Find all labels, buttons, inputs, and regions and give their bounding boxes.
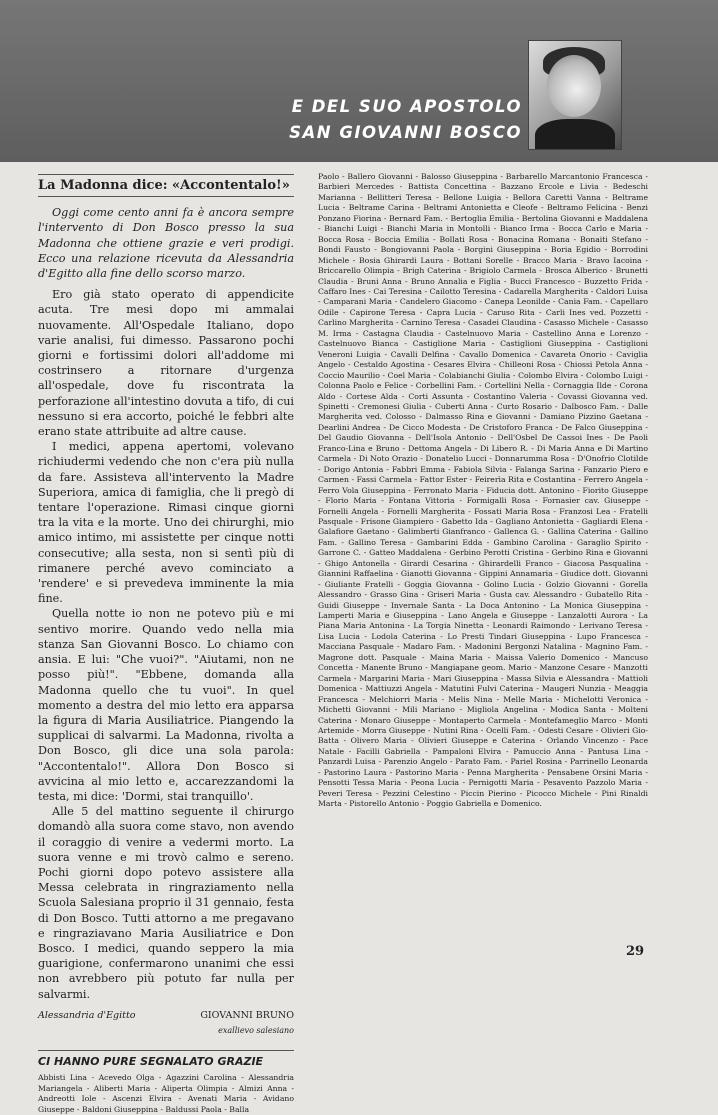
portrait-photo (528, 40, 622, 150)
banner-title-line2: SAN GIOVANNI BOSCO (289, 123, 522, 142)
signature-name: GIOVANNI BRUNO (200, 1009, 294, 1021)
grazie-heading: CI HANNO PURE SEGNALATO GRAZIE (38, 1050, 294, 1069)
article-paragraph: Ero già stato operato di appendicite acuta. Tre mesi dopo mi ammalai nuovamente. All'Ospedale Italiano, dopo varie analisi, fui dimesso. Passarono pochi giorni e fortissimi dolori all'addome mi costrinsero a ritornare d'urgenza all'ospedale, dove fu riscontrata la perforazione all'intestino dovuta a tifo, di cui nessuno si era accorto, poiché le febbri alte erano state attribuite ad altre cause. (38, 288, 294, 439)
banner-title-line1: E DEL SUO APOSTOLO (291, 97, 522, 116)
signature-block (38, 1008, 294, 1038)
article-paragraph: Quella notte io non ne potevo più e mi sentivo morire. Quando vedo nella mia stanza San Giovanni Bosco. Lo chiamo con ansia. E lui: "Che vuoi?". "Aiutami, non ne posso più!". "Ebbene, domanda alla Madonna quello che tu vuoi". In quel momento a destra del mio letto era apparsa la figura di Maria Ausiliatrice. Piangendo la supplicai di salvarmi. La Madonna, rivolta a Don Bosco, gli dice una sola parola: "Accontentalo!". Allora Don Bosco si avvicina al mio letto e, accarezzandomi la testa, mi dice: 'Dormi, stai tranquillo'. (38, 607, 294, 803)
banner-title (289, 94, 522, 146)
grazie-names-right: Paolo - Ballero Giovanni - Balosso Giuseppina - Barbarello Marcantonio Francesca - Barbieri Mercedes - Battista Concettina - Bazzano Ercole e Livia - Bedeschi Marianna - Bellitteri Teresa - Bellone Luigia - Bellora Caretti Vanna - Beltrame Lucia - Beltrame Carina - Beltrami Antonietta e Cleofe - Beltramo Felicina - Benzi Ponzano Fiorina - Bernard Fam. - Bertoglia Emilia - Bertolina Giovanni e Maddalena - Bianchi Luigi - Bianchi Maria in Montolli - Bianco Irma - Bocca Carlo e Maria - Bocca Rosa - Boccia Emilia - Bollati Rosa - Bonacina Romana - Bonaiti Stefano - Bondi Fausto - Bongiovanni Paola - Borgini Giuseppina - Boria Egidio - Borrodini Michele - Bosia Ghirardi Laura - Bottani Sorelle - Bracco Maria - Bravo Iacoina - Briccarello Olimpia - Brigh Caterina - Brigiolo Carmela - Brosca Alberico - Brunetti Claudia - Bruni Anna - Bruno Annalia e Figlia - Bucci Francesco - Buzzetto Frida - Caffaro Ines - Cai Teresina - Cailotto Teresina - Cadarella Margherita - Caldori Luisa - Camparani Maria - Candelero Giacomo - Canepa Leonilde - Cania Fam. - Capellaro Odile - Capirone Teresa - Capra Lucia - Caruso Rita - Carli Ines ved. Pozzetti - Carlino Margherita - Carnino Teresa - Casadei Claudina - Casasso Michele - Casasso M. Irma - Castagna Claudia - Castelnuovo Maria - Castellino Anna e Lorenzo - Castelnuovo Bianca - Castiglione Maria - Castiglioni Giuseppina - Castiglioni Veneroni Luigia - Cavalli Delfina - Cavallo Domenica - Cavareta Onorio - Caviglia Angelo - Cestaldo Agostina - Cesares Elvira - Chilleoni Rosa - Chiossi Petola Anna - Coccio Maurilio - Coel Maria - Colabianchi Giulia - Colombo Elvira - Colombo Luigi - Colonna Paolo e Felice - Corbellini Fam. - Cortellini Nella - Cornaggia Ilde - Corona Aldo - Cortese Alda - Corti Assunta - Costantino Valeria - Covassi Giovanna ved. Spinetti - Cremonesi Giulia - Cuberti Anna - Curto Rosario - Dalbosco Fam. - Dalle Margherita ved. Colosso - Dalmasso Rina e Giovanni - Damiano Pizzino Gaetana - Dearlini Andrea - De Cicco Modesta - De Cristoforo Franca - De Falco Giuseppina - Del Gaudio Giovanna - Dell'Isola Antonio - Dell'Osbel De Cassoi Ines - De Paoli Franco-Lina e Bruno - Dettoma Angela - Di Libero R. - Di Maria Anna e Di Martino Carmela - Di Noto Orazio - Donatelio Lucci - Donnarumma Rosa - D'Onofrio Clotilde - Dorigo Antonia - Fabbri Emma - Fabiola Silvia - Falanga Sarina - Fanzario Piero e Carmen - Fassi Carmela - Fattor Ester - Feirerìa Rita e Costantina - Ferrero Angela - Ferro Vola Giuseppina - Ferronato Maria - Fiducia dott. Antonino - Fiorito Giuseppe - Florio Maria - Fontana Vittoria - Formigalli Rosa - Fornasier cav. Giuseppe - Fornelli Angela - Fornelli Margherita - Fossati Maria Rosa - Franzosi Lea - Fratelli Pasquale - Frisone Giampiero - Gabetto Ida - Gagliano Antonietta - Gagliardi Elena - Galafiore Gaetano - Galimberti Gianfranco - Gallenca G. - Gallina Caterina - Gallino Fam. - Gallino Teresa - Gambarini Edda - Gambino Carolina - Garaglio Spirito - Garrone C. - Gatteo Maddalena - Gerbino Perotti Cristina - Gerbino Rina e Giovanni - Ghigo Antonella - Girardi Cesarina - Ghirardelli Franco - Giacosa Pasqualina - Giannini Raffaelina - Gianotti Giovanna - Gippini Annamaria - Giudice dott. Giovanni - Giuliante Fratelli - Goggia Giovanna - Golino Lucia - Golzio Giovanni - Gorella Alessandro - Grasso Gina - Griseri Maria - Gusta cav. Alessandro - Gubatello Rita - Guidi Giuseppe - Invernale Santa - La Doca Antonino - La Monica Giuseppina - Lamperti Maria e Giuseppina - Lano Angela e Giuseppe - Lanzalotti Aurora - La Piana Maria Antonina - La Torgia Ninetta - Leonardi Raimondo - Lerivano Teresa - Lisa Lucia - Lodola Caterina - Lo Presti Tindari Giuseppina - Lupo Francesca - Macciana Pasquale - Madaro Fam. - Madonini Bergonzi Natalina - Magnino Fam. - Magrone dott. Pasquale - Maina Maria - Maissa Valerio Domenico - Mancuso Concetta - Manente Bruno - Mangiapane geom. Mario - Manzone Cesare - Manzotti Carmela - Margarini Maria - Mari Giuseppina - Massa Silvia e Alessandra - Mattioli Domenica - Mattiuzzi Angela - Matutini Fulvi Caterina - Maugeri Nunzia - Meaggia Francesca - Melchiorri Maria - Melis Nina - Melle Maria - Michelotti Veronica - Michetti Giovanni - Mili Mariano - Migliola Angelina - Modica Santa - Molteni Caterina - Monaro Giuseppe - Montaperto Carmela - Montefameglio Marco - Monti Artemide - Morra Giuseppe - Nutini Rina - Ocelli Fam. - Odesti Cesare - Olivieri Gio-Batta - Olivero Maria - Olivieri Giuseppe e Caterina - Orlando Vincenzo - Pace Natale - Facilli Gabriella - Pampaloni Elvira - Pamuccio Anna - Pantusa Lina - Panzardi Luisa - Parenzio Angelo - Parato Fam. - Pariel Rosina - Parrinello Leonarda - Pastorino Laura - Pastorino Maria - Penna Margherita - Pensabene Orsini Maria - Pensotti Tessa Maria - Peona Lucia - Pernigotti Maria - Pesavento Pazzolo Maria - Peveri Teresa - Pezzini Celestino - Piccin Pierino - Picocco Michele - Pini Rinaldi Marta - Pistorello Antonio - Poggio Gabriella e Domenico. (318, 172, 648, 809)
grazie-names-left: Abbisti Lina - Acevedo Olga - Agazzini Carolina - Alessandria Mariangela - Aliberti Maria - Aliperta Olimpia - Almizi Anna - Andreotti Iole - Ascenzi Elvira - Avenati Maria - Avidano Giuseppe - Baldoni Giuseppina - Baldussi Paola - Balla (38, 1073, 294, 1114)
article-intro: Oggi come cento anni fa è ancora sempre l'intervento di Don Bosco presso la sua Madonna che ottiene grazie e veri prodigi. Ecco una relazione ricevuta da Alessandria d'Egitto alla fine dello scorso marzo. (38, 206, 294, 281)
right-column (318, 172, 648, 810)
signature-author (200, 1008, 294, 1038)
header-banner (0, 0, 718, 162)
left-column (38, 172, 294, 1115)
signature-role: exallievo salesiano (218, 1025, 294, 1035)
signature-place: Alessandria d'Egitto (38, 1009, 136, 1021)
article-paragraph: I medici, appena apertomi, volevano richiudermi vedendo che non c'era più nulla da fare. Assisteva all'intervento la Madre Superiora, amica di famiglia, che li pregò di tentare l'operazione. Rimasi cinque giorni tra la vita e la morte. Uno dei chirurghi, mio amico intimo, mi assistette per cinque notti consecutive; alla sesta, non si sentì più di rimanere perché avevo cominciato a 'rendere' e si prevedeva imminente la mia fine. (38, 440, 294, 606)
article-heading: La Madonna dice: «Accontentalo!» (38, 174, 294, 197)
page-number: 29 (626, 944, 645, 959)
article-paragraph: Alle 5 del mattino seguente il chirurgo domandò alla suora come stavo, non avendo il coraggio di venire a vedermi morto. La suora venne e mi trovò calmo e sereno. Pochi giorni dopo potevo assistere alla Messa celebrata in ringraziamento nella Scuola Salesiana proprio il 31 gennaio, festa di Don Bosco. Tutti attorno a me pregavano e ringraziavano Maria Ausiliatrice e Don Bosco. I medici, quando seppero la mia guarigione, confermarono unanimi che essi non avrebbero più potuto far nulla per salvarmi. (38, 805, 294, 1001)
